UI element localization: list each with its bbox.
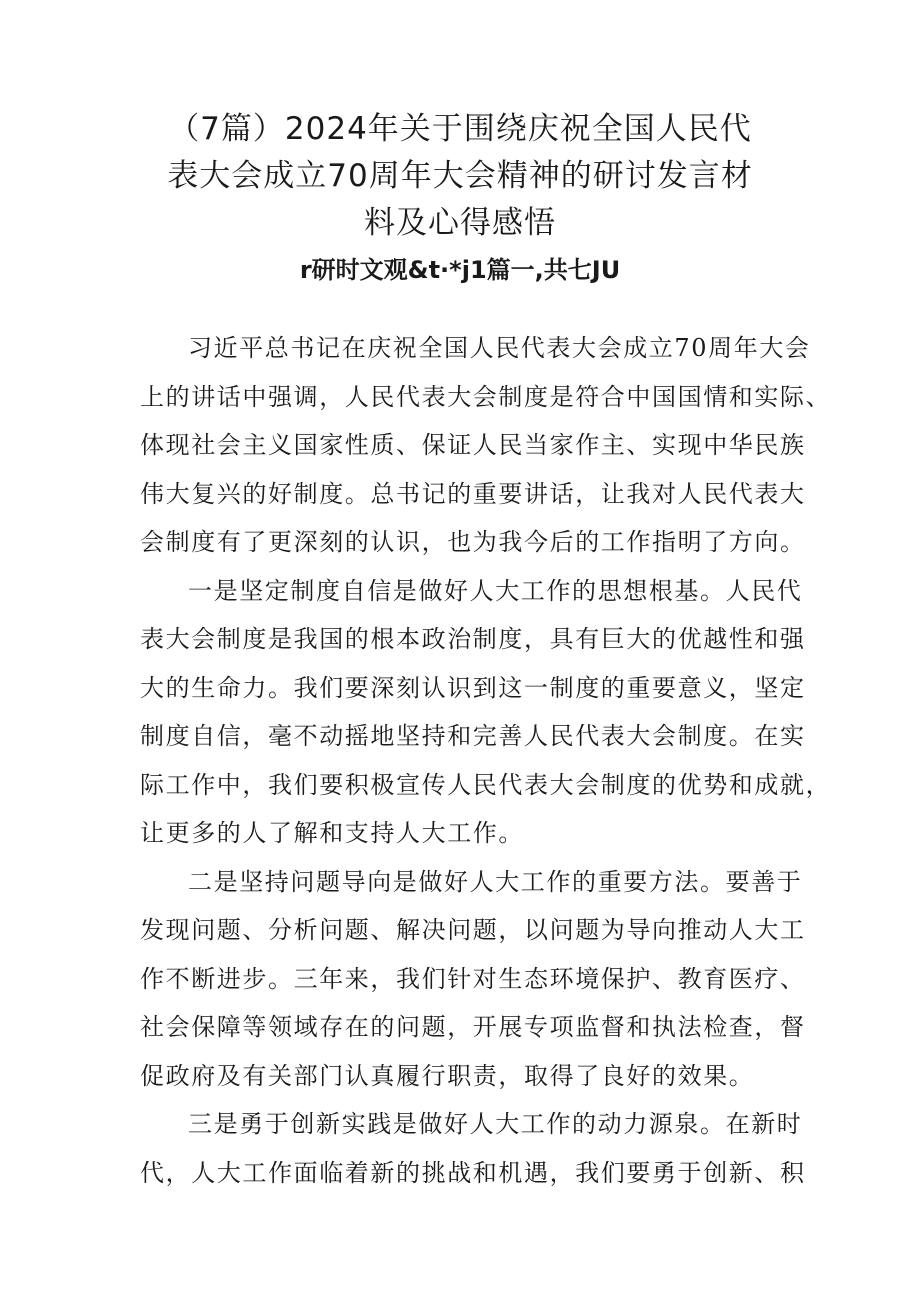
text-line: 习近平总书记在庆祝全国人民代表大会成立70周年大会 [188, 334, 811, 362]
text-line: 大的生命力。我们要深刻认识到这一制度的重要意义，坚定 [140, 673, 806, 702]
paragraph-3 [140, 858, 806, 1101]
text-line: 让更多的人了解和支持人大工作。 [140, 819, 524, 847]
paragraph-2 [140, 567, 832, 858]
text-line: 伟大复兴的好制度。总书记的重要讲话，让我对人民代表大 [140, 479, 806, 508]
title-line: （7篇）2024年关于围绕庆祝全国人民代 [168, 111, 752, 147]
text-line: 体现社会主义国家性质、保证人民当家作主、实现中华民族 [140, 431, 806, 459]
text-line: 发现问题、分析问题、解决问题，以问题为导向推动人大工 [140, 916, 806, 944]
text-line: 制度自信，毫不动摇地坚持和完善人民代表大会制度。在实 [140, 722, 806, 750]
document-title [100, 106, 820, 247]
text-line: 代，人大工作面临着新的挑战和机遇，我们要勇于创新、积 [140, 1158, 806, 1187]
paragraph-1 [140, 324, 832, 567]
text-line: 上的讲话中强调，人民代表大会制度是符合中国国情和实际、 [140, 382, 832, 411]
text-line: 促政府及有关部门认真履行职责，取得了良好的效果。 [140, 1061, 755, 1090]
text-line: 作不断进步。三年来，我们针对生态环境保护、教育医疗、 [140, 964, 806, 993]
text-line: 社会保障等领域存在的问题，开展专项监督和执法检查，督 [140, 1013, 806, 1041]
paragraph-4 [140, 1100, 806, 1197]
document-body [140, 324, 832, 1197]
text-line: 一是坚定制度自信是做好人大工作的思想根基。人民代 [188, 576, 803, 605]
section-heading: r研时文观&t·*j1篇一,共七JU [299, 256, 621, 284]
text-line: 表大会制度是我国的根本政治制度，具有巨大的优越性和强 [140, 625, 806, 653]
title-line: 表大会成立70周年大会精神的研讨发言材 [167, 158, 753, 194]
text-line: 三是勇于创新实践是做好人大工作的动力源泉。在新时 [188, 1110, 803, 1138]
text-line: 会制度有了更深刻的认识，也为我今后的工作指明了方向。 [140, 528, 806, 556]
text-line: 二是坚持问题导向是做好人大工作的重要方法。要善于 [188, 867, 803, 896]
title-line: 料及心得感悟 [364, 205, 556, 241]
text-line: 际工作中，我们要积极宣传人民代表大会制度的优势和成就， [140, 770, 832, 799]
